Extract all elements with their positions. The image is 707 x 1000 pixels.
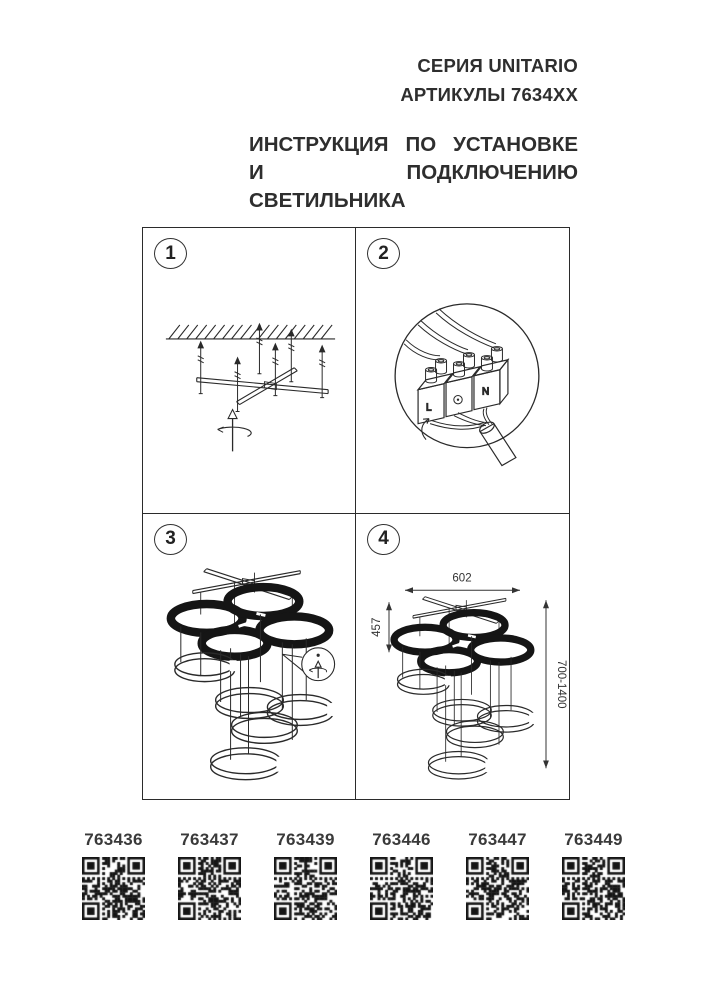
- step-1-panel: [143, 228, 356, 514]
- dimensions-drawing: [356, 514, 569, 800]
- qr-code: [562, 857, 625, 920]
- article-code: 763436: [84, 830, 143, 849]
- articles-range-label: АРТИКУЛЫ 7634XX: [400, 84, 578, 105]
- qr-code: [178, 857, 241, 920]
- supply-wires: [404, 309, 496, 360]
- step-4-number: 4: [367, 524, 400, 555]
- qr-code: [82, 857, 145, 920]
- qr-code: [274, 857, 337, 920]
- terminal-label-neutral: N: [481, 386, 490, 398]
- qr-code: [370, 857, 433, 920]
- article-item: [466, 830, 529, 920]
- dimension-canopy-height-label: 457: [371, 617, 383, 637]
- article-item: [370, 830, 433, 920]
- instruction-grid: [142, 227, 570, 800]
- earth-symbol: [454, 396, 462, 404]
- terminal-label-live: L: [426, 402, 432, 414]
- step-3-panel: [143, 514, 356, 800]
- article-code: 763447: [468, 830, 527, 849]
- rotate-up-arrow-icon: [218, 410, 252, 452]
- article-code: 763446: [372, 830, 431, 849]
- anchor-screws: [198, 324, 325, 412]
- title-line-2: И ПОДКЛЮЧЕНИЮ СВЕТИЛЬНИКА: [249, 161, 578, 212]
- chandelier-illustration: [394, 596, 536, 778]
- header-block: [400, 51, 578, 109]
- wiring-detail-drawing: [356, 228, 569, 513]
- luminaire-cable: [430, 408, 516, 466]
- title-line-1: ИНСТРУКЦИЯ ПО УСТАНОВКЕ: [249, 133, 578, 156]
- article-item: [178, 830, 241, 920]
- dimension-suspension-label: 700-1400: [555, 659, 567, 709]
- step-1-number: 1: [154, 238, 187, 269]
- chandelier-assembly-drawing: [143, 514, 355, 800]
- step-3-number: 3: [154, 524, 187, 555]
- qr-code: [466, 857, 529, 920]
- dimension-width-label: 602: [452, 571, 472, 584]
- mounting-cross-bracket: [197, 368, 328, 405]
- article-item: [274, 830, 337, 920]
- step-2-number: 2: [367, 238, 400, 269]
- step-2-panel: [356, 228, 569, 514]
- page-title: [249, 131, 578, 215]
- article-code: 763439: [276, 830, 335, 849]
- article-code: 763437: [180, 830, 239, 849]
- terminal-block: [418, 347, 508, 424]
- article-code: 763449: [564, 830, 623, 849]
- article-item: [562, 830, 625, 920]
- article-codes-row: [0, 830, 707, 920]
- article-item: [82, 830, 145, 920]
- step-4-panel: [356, 514, 569, 800]
- ceiling-bracket-drawing: [143, 228, 355, 513]
- ceiling-hatch: [166, 325, 335, 339]
- callout-balloon: [282, 647, 334, 680]
- series-label: СЕРИЯ UNITARIO: [417, 55, 578, 76]
